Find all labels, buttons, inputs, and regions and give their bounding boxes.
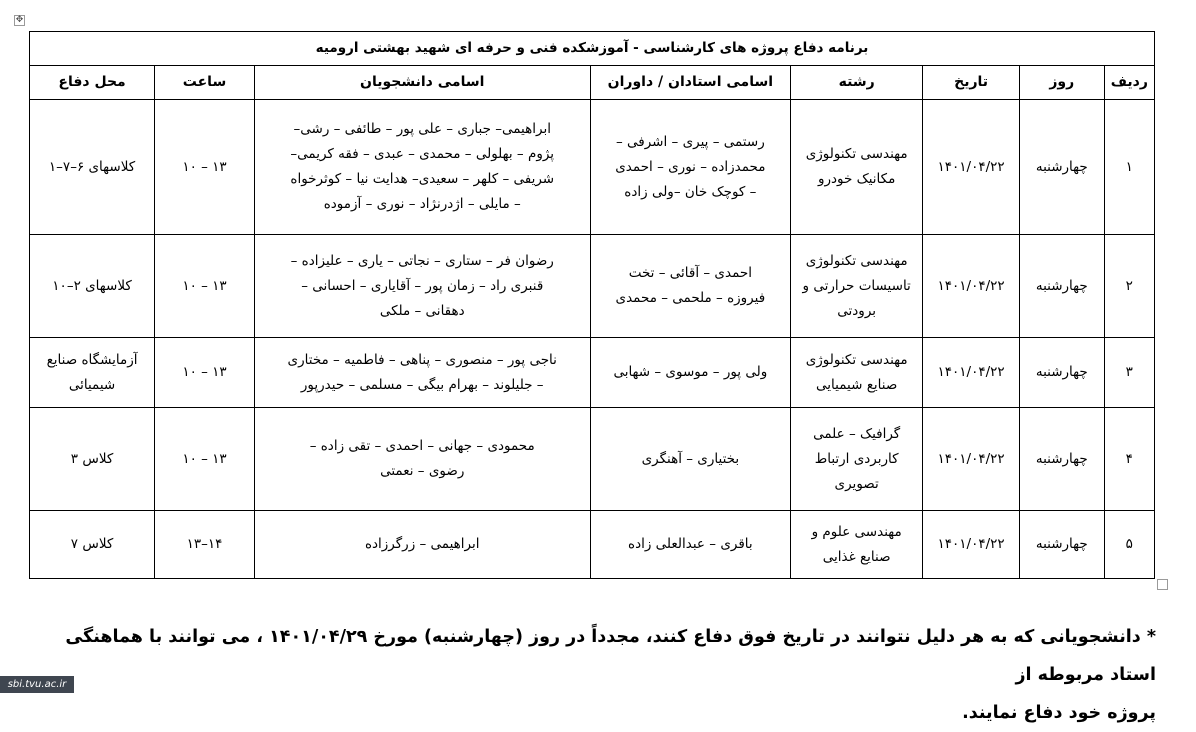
cell-field-line: مهندسی تکنولوژی	[805, 252, 908, 269]
cell-professors	[590, 338, 791, 408]
cell-field-line: صنایع شیمیایی	[816, 376, 898, 393]
cell-professors-line: ولی پور – موسوی – شهابی	[613, 364, 768, 380]
cell-date: ۱۴۰۱/۰۴/۲۲	[923, 408, 1020, 511]
cell-day: چهارشنبه	[1019, 338, 1104, 408]
cell-field-line: برودتی	[837, 302, 877, 319]
cell-students-line: ابراهیمی– جباری – علی پور – طائفی – رشی–	[293, 121, 551, 137]
cell-location-line: کلاس ۳	[70, 450, 114, 467]
cell-students	[254, 511, 590, 579]
cell-row-number: ۲	[1104, 235, 1154, 338]
cell-professors-line: بختیاری – آهنگری	[641, 450, 740, 467]
cell-professors-line: باقری – عبدالعلی زاده	[628, 536, 753, 552]
table-row	[30, 338, 1155, 408]
cell-row-number: ۴	[1104, 408, 1154, 511]
cell-day: چهارشنبه	[1019, 408, 1104, 511]
cell-field-line: تصویری	[834, 475, 879, 492]
cell-field	[791, 408, 923, 511]
cell-location	[30, 511, 155, 579]
cell-location-line: کلاس ۷	[70, 536, 114, 552]
cell-time: ۱۰ – ۱۳	[155, 338, 255, 408]
cell-professors-line: – کوچک خان –ولی زاده	[624, 183, 757, 200]
header-row-number: ردیف	[1104, 66, 1154, 100]
footnote-line-2: پروژه خود دفاع نمایند.	[962, 703, 1156, 723]
cell-professors-line: رستمی – پیری – اشرفی –	[615, 133, 765, 150]
cell-professors	[590, 235, 791, 338]
cell-location	[30, 235, 155, 338]
cell-time: ۱۰ – ۱۳	[155, 408, 255, 511]
cell-date: ۱۴۰۱/۰۴/۲۲	[923, 100, 1020, 235]
site-watermark: sbi.tvu.ac.ir	[0, 676, 74, 693]
cell-location-line: آزمایشگاه صنایع	[46, 351, 138, 368]
cell-field-line: مهندسی تکنولوژی	[805, 351, 908, 368]
cell-field-line: مهندسی علوم و	[811, 523, 902, 540]
cell-date: ۱۴۰۱/۰۴/۲۲	[923, 338, 1020, 408]
cell-field	[791, 338, 923, 408]
cell-students-line: پژوم – بهلولی – محمدی – عبدی – فقه کریمی–	[290, 146, 555, 162]
cell-students	[254, 338, 590, 408]
header-day: روز	[1019, 66, 1104, 100]
cell-date: ۱۴۰۱/۰۴/۲۲	[923, 511, 1020, 579]
cell-professors-line: فیروزه – ملحمی – محمدی	[615, 290, 766, 306]
table-resize-handle[interactable]	[1157, 579, 1168, 590]
cell-field	[791, 100, 923, 235]
cell-location-line: شیمیائی	[68, 376, 116, 393]
cell-field	[791, 511, 923, 579]
header-date: تاریخ	[923, 66, 1020, 100]
header-professors: اسامی استادان / داوران	[590, 66, 791, 100]
cell-students-line: دهقانی – ملکی	[379, 302, 465, 319]
cell-field	[791, 235, 923, 338]
cell-students-line: قنبری راد – زمان پور – آقایاری – احسانی –	[301, 277, 544, 294]
table-row	[30, 235, 1155, 338]
footnote	[40, 618, 1156, 732]
cell-field-line: مکانیک خودرو	[817, 171, 896, 187]
cell-students-line: رضوان فر – ستاری – نجاتی – یاری – علیزاده –	[290, 252, 554, 269]
cell-field-line: تاسیسات حرارتی و	[802, 277, 911, 294]
cell-location	[30, 338, 155, 408]
cell-students-line: – مایلی – اژدرنژاد – نوری – آزموده	[323, 196, 521, 212]
cell-students-line: – جلیلوند – بهرام بیگی – مسلمی – حیدرپور	[300, 376, 544, 393]
header-field: رشته	[791, 66, 923, 100]
cell-location	[30, 408, 155, 511]
header-time: ساعت	[155, 66, 255, 100]
cell-professors	[590, 408, 791, 511]
cell-date: ۱۴۰۱/۰۴/۲۲	[923, 235, 1020, 338]
table-body	[30, 100, 1155, 579]
cell-day: چهارشنبه	[1019, 511, 1104, 579]
header-row	[30, 66, 1155, 100]
cell-students-line: ابراهیمی – زرگرزاده	[364, 536, 480, 552]
cell-location-line: کلاسهای ۶–۷–۱	[48, 158, 136, 175]
cell-time: ۱۰ – ۱۳	[155, 100, 255, 235]
cell-field-line: گرافیک – علمی	[813, 425, 901, 442]
cell-professors	[590, 511, 791, 579]
cell-time: ۱۳–۱۴	[155, 511, 255, 579]
cell-students-line: محمودی – جهانی – احمدی – تقی زاده –	[309, 438, 535, 454]
cell-row-number: ۱	[1104, 100, 1154, 235]
footnote-line-1: * دانشجویانی که به هر دلیل نتوانند در تاریخ فوق دفاع کنند، مجدداً در روز (چهارشنبه) مورخ ۱۴۰۱/۰۴/۲۹ ، می توانند با هماهنگی استاد مربوطه از	[65, 627, 1156, 685]
defense-schedule-table	[29, 31, 1155, 579]
cell-location-line: کلاسهای ۲–۱۰	[52, 277, 132, 294]
cell-day: چهارشنبه	[1019, 235, 1104, 338]
cell-students-line: رضوی – نعمتی	[380, 463, 465, 479]
cell-location	[30, 100, 155, 235]
table-title: برنامه دفاع پروژه های کارشناسی - آموزشکده فنی و حرفه ای شهید بهشتی ارومیه	[30, 32, 1155, 66]
cell-field-line: مهندسی تکنولوژی	[805, 146, 908, 162]
cell-row-number: ۳	[1104, 338, 1154, 408]
table-row	[30, 100, 1155, 235]
cell-students-line: شریفی – کلهر – سعیدی– هدایت نیا – کوثرخواه	[290, 171, 555, 187]
header-students: اسامی دانشجویان	[254, 66, 590, 100]
cell-professors-line: محمدزاده – نوری – احمدی	[615, 158, 766, 175]
cell-day: چهارشنبه	[1019, 100, 1104, 235]
table-row	[30, 408, 1155, 511]
cell-professors	[590, 100, 791, 235]
cell-time: ۱۰ – ۱۳	[155, 235, 255, 338]
cell-field-line: کاربردی ارتباط	[814, 450, 899, 467]
cell-students	[254, 408, 590, 511]
cell-field-line: صنایع غذایی	[822, 548, 891, 565]
cell-row-number: ۵	[1104, 511, 1154, 579]
cell-professors-line: احمدی – آقائی – تخت	[628, 265, 752, 281]
cell-students-line: ناجی پور – منصوری – پناهی – فاطمیه – مختاری	[287, 351, 557, 368]
cell-students	[254, 235, 590, 338]
cell-students	[254, 100, 590, 235]
table-row	[30, 511, 1155, 579]
header-location: محل دفاع	[30, 66, 155, 100]
table-move-handle[interactable]: ✥	[15, 15, 24, 25]
